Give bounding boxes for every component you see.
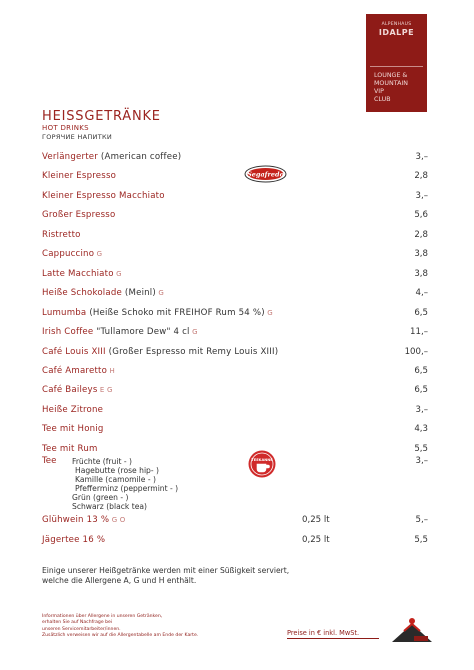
item-description: "Tullamore Dew" 4 cl [93, 327, 190, 338]
item-name-text: Café Amaretto [42, 365, 108, 376]
item-name [42, 209, 115, 221]
item-allergens: E G [97, 386, 113, 395]
page-title: HEISSGETRÄNKE [42, 109, 161, 124]
item-price: 100,– [404, 346, 428, 357]
menu-item [42, 170, 428, 182]
menu-item [42, 326, 428, 338]
item-description: (Heiße Schoko mit FREIHOF Rum 54 %) [86, 307, 265, 318]
price-note-underline [287, 638, 379, 639]
item-name [42, 384, 113, 396]
segafredo-wordmark: Segafredo [247, 170, 284, 179]
item-price: 4,3 [414, 424, 428, 435]
menu-item [42, 190, 428, 202]
item-price: 2,8 [414, 171, 428, 182]
item-name-text: Großer Espresso [42, 210, 116, 221]
menu-item [42, 404, 428, 416]
corner-emblem [390, 612, 434, 646]
item-price: 5,5 [414, 443, 428, 454]
item-name-text: Glühwein 13 % [42, 515, 110, 525]
footnote-line: unseren Servicemitarbeiter/innen. [42, 626, 121, 632]
menu-item [42, 268, 428, 280]
menu-item [42, 443, 428, 455]
page-subtitle-ru: ГОРЯЧИЕ НАПИТКИ [42, 133, 113, 141]
item-name [42, 268, 122, 280]
menu-item [42, 287, 428, 299]
item-name-text: Latte Macchiato [42, 268, 114, 279]
menu-item-gluehwein [42, 514, 428, 526]
tee-variety: Pfefferminz (peppermint - ) [75, 484, 179, 493]
logo-wordmark [369, 22, 424, 37]
item-price: 5,– [415, 515, 428, 525]
logo-tagline-line: CLUB [374, 96, 391, 103]
item-name [42, 307, 273, 319]
item-price: 3,– [415, 190, 428, 201]
item-name [42, 229, 81, 241]
item-allergens: H [107, 366, 115, 375]
note-line: welche die Allergene A, G und H enthält. [42, 576, 197, 585]
teekanne-logo [244, 449, 280, 479]
item-name [42, 423, 104, 435]
menu-item [42, 384, 428, 396]
item-name [42, 443, 98, 455]
item-name [42, 514, 125, 526]
logo-tagline-line: VIP [374, 88, 384, 95]
item-name-text: Tee mit Honig [42, 424, 104, 435]
item-name-text: Lumumba [42, 307, 87, 318]
item-name [42, 365, 115, 377]
item-name-text: Jägertee 16 % [42, 535, 106, 545]
item-name [42, 151, 181, 163]
item-volume: 0,25 lt [302, 535, 330, 545]
item-name-text: Verlängerter [42, 152, 98, 162]
footnote-line: erhalten Sie auf Nachfrage bei [42, 620, 113, 626]
menu-item-jaegertee [42, 534, 428, 546]
item-allergens: G [264, 308, 273, 317]
price-note: Preise in € inkl. MwSt. [287, 629, 360, 637]
item-price: 3,8 [414, 268, 428, 279]
item-name [42, 326, 198, 338]
logo-tagline [374, 72, 426, 104]
logo-line-1: ALPENHAUS [381, 22, 412, 27]
item-price: 11,– [410, 327, 428, 338]
item-name-text: Heiße Zitrone [42, 404, 104, 415]
item-price: 2,8 [414, 229, 428, 240]
item-name [42, 346, 278, 358]
tee-variety: Früchte (fruit - ) [72, 457, 132, 466]
item-allergens: G [113, 269, 122, 278]
logo-line-2: IDALPE [378, 28, 415, 37]
note-line: Einige unserer Heißgetränke werden mit einer Süßigkeit serviert, [42, 566, 290, 575]
item-description: (Großer Espresso mit Remy Louis XIII) [105, 346, 279, 357]
logo-divider [370, 66, 423, 67]
item-volume: 0,25 lt [302, 515, 330, 525]
menu-item [42, 229, 428, 241]
menu-item [42, 151, 428, 163]
segafredo-logo [244, 165, 287, 183]
item-description: (American coffee) [98, 152, 182, 162]
item-price: 6,5 [414, 307, 428, 318]
item-description: (Meinl) [121, 288, 156, 299]
item-name-text: Kleiner Espresso Macchiato [42, 190, 165, 201]
tee-variety: Hagebutte (rose hip- ) [75, 466, 159, 475]
page-subtitle-en: HOT DRINKS [42, 124, 89, 132]
item-name-text: Cappuccino [42, 249, 95, 260]
allergen-footnote [42, 614, 198, 640]
allergen-sweet-note [42, 566, 289, 586]
item-name-text: Kleiner Espresso [42, 171, 117, 182]
item-price: 5,5 [414, 535, 428, 545]
menu-item [42, 307, 428, 319]
tee-variety: Kamille (camomile - ) [75, 475, 156, 484]
menu-item [42, 423, 428, 435]
footnote-line: Informationen über Allergene in unseren Getränken, [42, 614, 163, 619]
item-price: 3,8 [414, 249, 428, 260]
item-name [42, 170, 116, 182]
menu-item [42, 346, 428, 358]
item-allergens: G [189, 328, 198, 337]
item-price: 6,5 [414, 365, 428, 376]
alpenhaus-logo [366, 14, 427, 112]
menu-item [42, 248, 428, 260]
logo-tagline-line: LOUNGE & [374, 72, 408, 79]
item-name-text: Irish Coffee [42, 327, 94, 338]
item-name-text: Tee mit Rum [42, 443, 98, 454]
item-name [42, 534, 105, 546]
item-allergens: G [155, 289, 165, 298]
item-name [42, 248, 102, 260]
tee-price: 3,– [415, 456, 428, 466]
item-price: 6,5 [414, 385, 428, 396]
item-allergens: G [94, 250, 103, 259]
menu-item [42, 365, 428, 377]
item-name [42, 190, 165, 202]
item-name-text: Café Louis XIII [42, 346, 106, 357]
footnote-line: Zusätzlich verweisen wir auf die Allergentabelle am Ende der Karte. [42, 633, 199, 639]
tee-varieties [72, 457, 178, 511]
tee-label: Tee [42, 456, 57, 466]
item-name-text: Café Baileys [42, 385, 98, 396]
item-name [42, 404, 103, 416]
menu-item [42, 209, 428, 221]
item-name-text: Heiße Schokolade [42, 288, 122, 299]
item-price: 3,– [415, 404, 428, 415]
logo-tagline-line: MOUNTAIN [374, 80, 408, 87]
item-price: 4,– [415, 288, 428, 299]
item-name-text: Ristretto [42, 229, 81, 240]
item-price: 3,– [415, 152, 428, 162]
item-price: 5,6 [414, 210, 428, 221]
tee-variety: Grün (green - ) [72, 493, 129, 502]
teekanne-wordmark: TEEKANNE [251, 458, 273, 462]
tee-variety: Schwarz (black tea) [72, 502, 147, 511]
item-allergens: G O [109, 516, 126, 524]
item-name [42, 287, 164, 299]
